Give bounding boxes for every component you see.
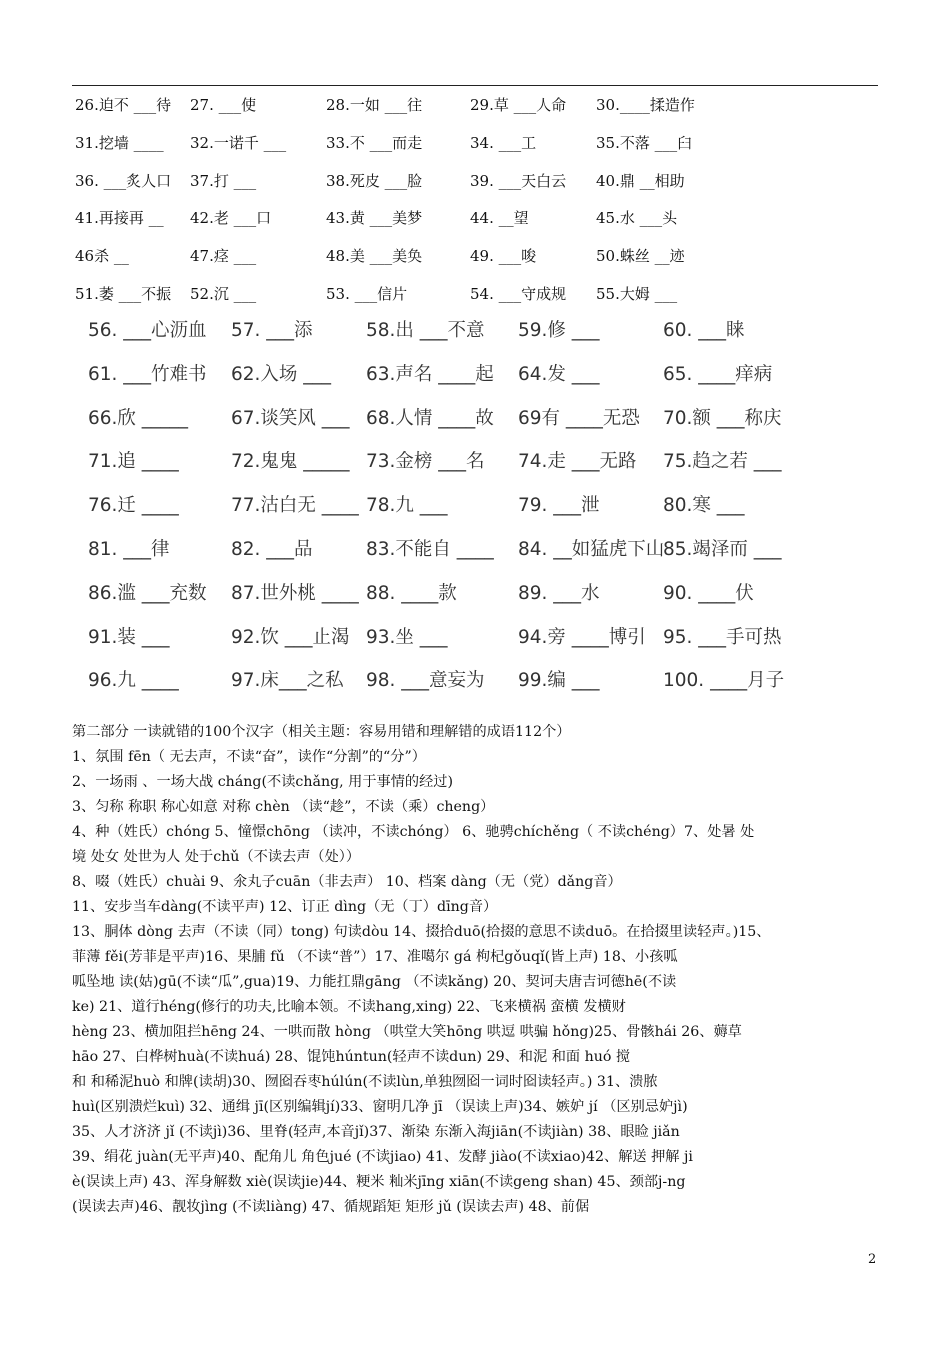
exercise-item: 63.声名 ____起 xyxy=(366,363,494,385)
exercise-item: 49. ___唆 xyxy=(470,247,537,266)
exercise-item: 90. ____伏 xyxy=(663,582,754,604)
text-line: 11、安步当车dàng(不读平声) 12、订正 dìng（无（丁）dīng音） xyxy=(72,899,498,915)
exercise-item: 88. ____款 xyxy=(366,582,457,604)
exercise-item: 100. ____月子 xyxy=(663,670,785,692)
text-line: è(误读上声) 43、浑身解数 xiè(误读jie)44、粳米 籼米jīng xiān(不读geng shan) 45、颈部j-ng xyxy=(72,1174,686,1190)
exercise-item: 41.再接再 __ xyxy=(75,209,164,228)
exercise-item: 93.坐 ___ xyxy=(366,626,448,648)
exercise-row xyxy=(0,583,950,607)
text-line: 菲薄 fěi(芳菲是平声)16、果脯 fǔ （不读“普”）17、准噶尔 gá 枸杞gǒuqǐ(皆上声) 18、小孩呱 xyxy=(72,949,678,965)
exercise-item: 89. ___水 xyxy=(518,582,600,604)
exercise-item: 69有 ____无恐 xyxy=(518,407,640,429)
exercise-item: 40.鼎 __相助 xyxy=(596,171,685,190)
exercise-item: 38.死皮 ___脸 xyxy=(326,171,423,190)
exercise-row xyxy=(0,245,950,269)
exercise-item: 34. ___工 xyxy=(470,133,537,152)
exercise-item: 32.一诺千 ___ xyxy=(190,133,287,152)
exercise-item: 53. ___信片 xyxy=(326,285,408,303)
exercise-item: 92.饮 ___止渴 xyxy=(231,626,350,648)
exercise-item: 91.装 ___ xyxy=(88,626,170,648)
exercise-row xyxy=(0,408,950,432)
exercise-row xyxy=(0,283,950,307)
exercise-item: 43.黄 ___美梦 xyxy=(326,209,423,228)
exercise-item: 96.九 ____ xyxy=(88,670,179,692)
exercise-item: 44. __望 xyxy=(470,209,529,228)
exercise-item: 31.挖墙 ____ xyxy=(75,133,164,152)
text-line: 8、啜（姓氏）chuài 9、氽丸子cuān（非去声） 10、档案 dàng（无（党）dǎng音） xyxy=(72,874,622,890)
exercise-item: 39. ___天白云 xyxy=(470,171,567,190)
exercise-item: 36. ___炙人口 xyxy=(75,171,172,190)
exercise-item: 33.不 ___而走 xyxy=(326,133,423,152)
exercise-item: 48.美 ___美奂 xyxy=(326,247,423,266)
exercise-row xyxy=(0,132,950,156)
exercise-item: 79. ___泄 xyxy=(518,495,600,517)
text-line: ke) 21、道行héng(修行的功夫,比喻本领。不读hang,xing) 22、飞来横祸 蛮横 发横财 xyxy=(72,999,626,1015)
exercise-item: 28.一如 ___往 xyxy=(326,96,423,114)
text-line: huì(区别溃烂kuì) 32、通缉 jī(区别编辑jí)33、窗明几净 jī （误读上声)34、嫉妒 jí （区别忌妒jì) xyxy=(72,1099,688,1115)
exercise-row xyxy=(0,94,950,118)
text-line: hèng 23、横加阻拦hēng 24、一哄而散 hòng （哄堂大笑hōng 哄逗 哄骗 hǒng)25、骨骸hái 26、薅草 xyxy=(72,1024,742,1040)
exercise-item: 95. ___手可热 xyxy=(663,626,782,648)
exercise-row xyxy=(0,170,950,194)
exercise-item: 58.出 ___不意 xyxy=(366,320,485,341)
exercise-row xyxy=(0,207,950,231)
text-line: 3、匀称 称职 称心如意 对称 chèn （读“趁”，不读（乘）cheng） xyxy=(72,799,495,815)
exercise-item: 59.修 ___ xyxy=(518,320,600,341)
exercise-item: 84. __如猛虎下山 xyxy=(518,539,665,560)
exercise-item: 75.趋之若 ___ xyxy=(663,451,782,473)
exercise-item: 73.金榜 ___名 xyxy=(366,451,485,473)
exercise-item: 56. ___心沥血 xyxy=(88,320,207,341)
exercise-item: 62.入场 ___ xyxy=(231,363,332,385)
exercise-item: 42.老 ___口 xyxy=(190,209,272,228)
exercise-item: 51.萎 ___不振 xyxy=(75,285,172,303)
exercise-item: 29.草 ___人命 xyxy=(470,96,567,114)
exercise-item: 76.迁 ____ xyxy=(88,495,179,517)
exercise-item: 30.____揉造作 xyxy=(596,96,695,114)
exercise-item: 55.大姆 ___ xyxy=(596,285,678,303)
exercise-item: 80.寒 ___ xyxy=(663,495,745,517)
exercise-item: 74.走 ___无路 xyxy=(518,451,637,473)
exercise-item: 26.迫不 ___待 xyxy=(75,96,172,114)
exercise-item: 77.沽白无 ____ xyxy=(231,495,359,517)
exercise-item: 72.鬼鬼 _____ xyxy=(231,451,350,473)
text-line: 第二部分 一读就错的100个汉字（相关主题：容易用错和理解错的成语112个） xyxy=(72,724,571,740)
text-line: 4、种（姓氏）chóng 5、憧憬chōng （读冲，不读chóng） 6、驰骋chíchěng（ 不读chéng）7、处暑 处 xyxy=(72,824,755,840)
exercise-item: 64.发 ___ xyxy=(518,363,600,385)
text-line: 35、人才济济 jǐ (不读jì)36、里脊(轻声,本音jǐ)37、渐染 东渐入海jiān(不读jiàn) 38、眼睑 jiǎn xyxy=(72,1124,680,1140)
exercise-row xyxy=(0,627,950,651)
exercise-item: 82. ___品 xyxy=(231,539,313,560)
exercise-item: 86.滥 ___充数 xyxy=(88,582,207,604)
exercise-item: 68.人情 ____故 xyxy=(366,407,494,429)
exercise-item: 54. ___守成规 xyxy=(470,285,567,303)
exercise-item: 71.追 ____ xyxy=(88,451,179,473)
text-line: 呱坠地 读(姑)gū(不读“瓜”,gua)19、力能扛鼎gāng （不读kǎng) 20、契诃夫唐吉诃德hē(不读 xyxy=(72,974,677,990)
text-line: hāo 27、白桦树huà(不读huá) 28、馄饨húntun(轻声不读dun) 29、和泥 和面 huó 搅 xyxy=(72,1049,631,1065)
exercise-item: 52.沉 ___ xyxy=(190,285,257,303)
exercise-item: 87.世外桃 ____ xyxy=(231,582,359,604)
text-line: 39、绢花 juàn(无平声)40、配角儿 角色jué (不读jiao) 41、发酵 jiào(不读xiao)42、解送 押解 ji xyxy=(72,1149,693,1165)
text-line: (误读去声)46、靓妆jìng (不读liàng) 47、循规蹈矩 矩形 jǔ (误读去声) 48、前倨 xyxy=(72,1199,590,1215)
text-line: 境 处女 处世为人 处于chǔ（不读去声（处）） xyxy=(72,849,361,865)
exercise-row xyxy=(0,670,950,694)
exercise-item: 47.痉 ___ xyxy=(190,247,257,266)
exercise-item: 46杀 __ xyxy=(75,247,129,266)
exercise-item: 83.不能自 ____ xyxy=(366,539,494,560)
text-line: 13、胴体 dòng 去声（不读（同）tong) 句读dòu 14、掇拾duō(拾掇的意思不读duō。在拾掇里读轻声。)15、 xyxy=(72,924,771,940)
exercise-item: 45.水 ___头 xyxy=(596,209,678,228)
section-two-text xyxy=(72,720,880,1220)
exercise-item: 37.打 ___ xyxy=(190,171,257,190)
exercise-item: 35.不落 ___臼 xyxy=(596,133,693,152)
text-line: 和 和稀泥huò 和牌(读胡)30、囫囵吞枣húlún(不读lùn,单独囫囵一词时囵读轻声。) 31、溃脓 xyxy=(72,1074,658,1090)
exercise-item: 50.蛛丝 __迹 xyxy=(596,247,685,266)
exercise-item: 61. ___竹难书 xyxy=(88,363,207,385)
exercise-item: 78.九 ___ xyxy=(366,495,448,517)
exercise-item: 70.额 ___称庆 xyxy=(663,407,782,429)
exercise-item: 60. ___睐 xyxy=(663,320,745,341)
exercise-row xyxy=(0,364,950,388)
text-line: 2、一场雨 、一场大战 cháng(不读chǎng, 用于事情的经过) xyxy=(72,774,454,790)
exercise-item: 98. ___意妄为 xyxy=(366,670,485,692)
exercise-item: 27. ___使 xyxy=(190,96,257,114)
exercise-item: 99.编 ___ xyxy=(518,670,600,692)
page-number: 2 xyxy=(868,1252,877,1267)
exercise-row xyxy=(0,495,950,519)
exercise-row xyxy=(0,539,950,563)
exercise-item: 81. ___律 xyxy=(88,539,170,560)
text-line: 1、氛围 fēn（ 无去声，不读“奋”，读作“分割”的“分”） xyxy=(72,749,426,765)
exercise-item: 57. ___添 xyxy=(231,320,313,341)
exercise-item: 65. ____痒病 xyxy=(663,363,773,385)
exercise-item: 67.谈笑风 ___ xyxy=(231,407,350,429)
exercise-row xyxy=(0,451,950,475)
exercise-item: 97.床___之私 xyxy=(231,670,344,692)
exercise-item: 66.欣 _____ xyxy=(88,407,189,429)
exercise-item: 94.旁 ____博引 xyxy=(518,626,646,648)
header-rule xyxy=(72,85,878,86)
exercise-item: 85.竭泽而 ___ xyxy=(663,539,782,560)
exercise-row xyxy=(0,320,950,344)
